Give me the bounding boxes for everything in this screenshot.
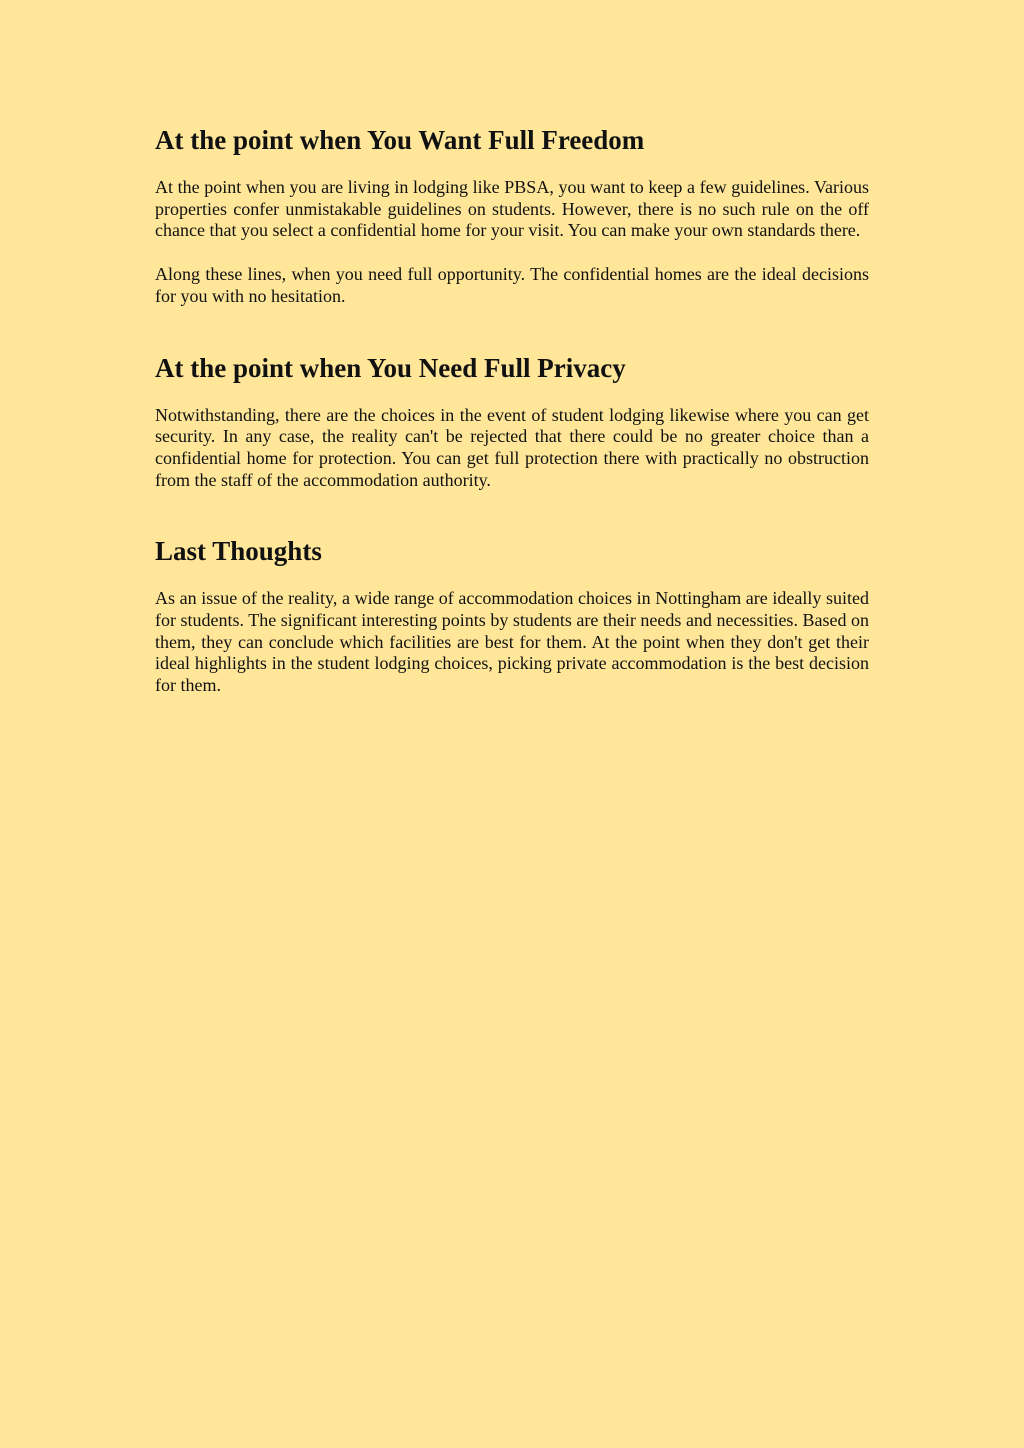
document-content <box>155 122 869 739</box>
section-paragraph: Along these lines, when you need full opportunity. The confidential homes are the ideal decisions for you with no hesitation. <box>155 264 869 306</box>
section-heading: Last Thoughts <box>155 536 322 567</box>
section-heading: At the point when You Need Full Privacy <box>155 352 626 383</box>
section-paragraph: As an issue of the reality, a wide range of accommodation choices in Nottingham are ideally suited for students. The significant interesting points by students are their needs and necessities. Based on them, they can conclude which facilities are best for them. At the point when they don't get their ideal highlights in the student lodging choices, picking private accommodation is the best decision for them. <box>155 588 869 696</box>
section-last-thoughts <box>155 533 869 697</box>
section-full-freedom <box>155 122 869 308</box>
section-paragraph: Notwithstanding, there are the choices in the event of student lodging likewise where you can get security. In any case, the reality can't be rejected that there could be no greater choice than a confidential home for protection. You can get full protection there with practically no obstruction from the staff of the accommodation authority. <box>155 404 869 490</box>
section-full-privacy <box>155 350 869 492</box>
section-paragraph: At the point when you are living in lodging like PBSA, you want to keep a few guidelines. Various properties confer unmistakable guidelines on students. However, there is no such rule on the off chance that you select a confidential home for your visit. You can make your own standards there. <box>155 177 869 241</box>
section-heading: At the point when You Want Full Freedom <box>155 125 645 155</box>
